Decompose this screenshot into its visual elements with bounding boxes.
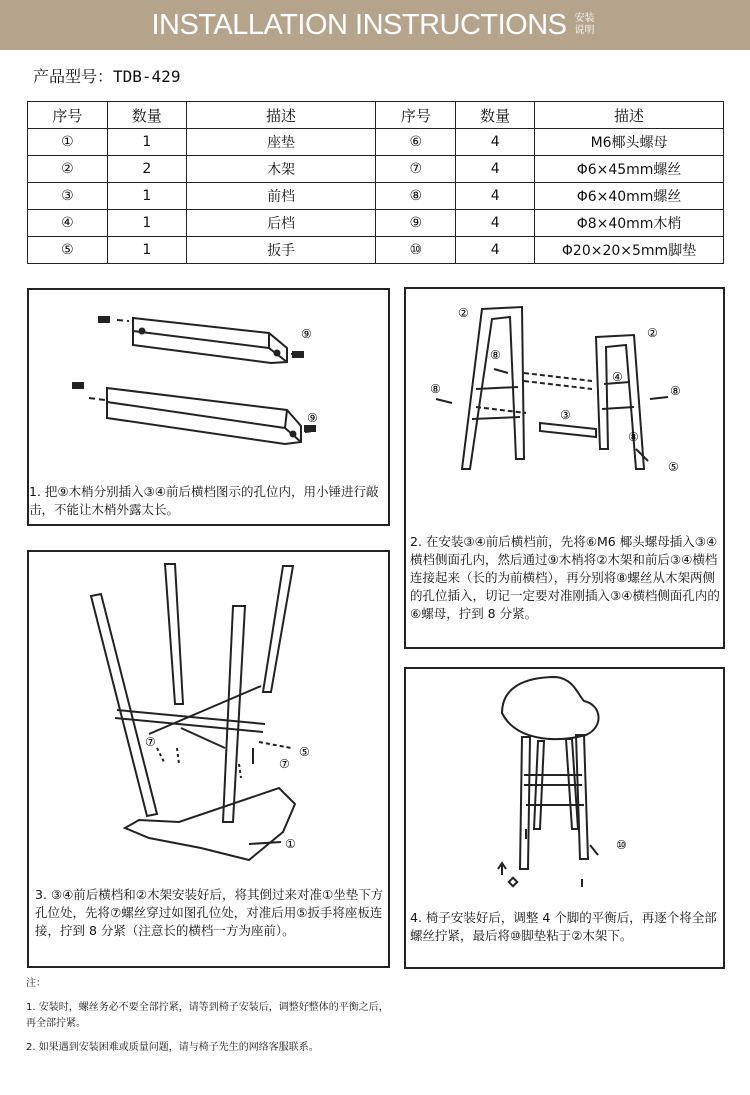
table-cell: Φ20×20×5mm脚垫 bbox=[535, 237, 724, 264]
step2-caption: 2. 在安装③④前后横档前，先将⑥M6 椰头螺母插入③④横档侧面孔内，然后通过⑨木梢将②木架和前后③④横档连接起来（长的为前横档），再分别将⑧螺丝从木架两侧的孔位插入，切记一定要对准刚插入③④横档侧面孔内的⑥螺母，拧到 8 分紧。 bbox=[410, 534, 720, 621]
table-cell: 1 bbox=[107, 129, 186, 156]
step3-panel bbox=[27, 550, 390, 968]
finished-chair-illustration bbox=[406, 669, 724, 901]
table-cell: Φ6×45mm螺丝 bbox=[535, 156, 724, 183]
table-cell: 后档 bbox=[186, 210, 376, 237]
table-cell: ⑤ bbox=[28, 237, 108, 264]
label-5: ⑤ bbox=[668, 460, 679, 474]
label-9: ⑨ bbox=[307, 411, 318, 425]
table-cell: ⑩ bbox=[376, 237, 456, 264]
label-8: ⑧ bbox=[430, 382, 441, 396]
label-2: ② bbox=[458, 306, 469, 320]
header-cell: 数量 bbox=[456, 102, 535, 129]
table-cell: 木架 bbox=[186, 156, 376, 183]
table-row bbox=[28, 129, 724, 156]
table-cell: 座垫 bbox=[186, 129, 376, 156]
step2-panel bbox=[404, 287, 725, 649]
table-cell: 4 bbox=[456, 129, 535, 156]
table-cell: ⑨ bbox=[376, 210, 456, 237]
table-header-row bbox=[28, 102, 724, 129]
label-9: ⑨ bbox=[301, 327, 312, 341]
table-cell: 4 bbox=[456, 156, 535, 183]
step3-caption: 3. ③④前后横档和②木架安装好后，将其倒过来对准①坐垫下方孔位处，先将⑦螺丝穿过如图孔位处，对准后用⑤扳手将座板连接，拧到 8 分紧（注意长的横档一方为座前）。 bbox=[35, 887, 384, 938]
product-model bbox=[33, 64, 180, 87]
table-cell: ④ bbox=[28, 210, 108, 237]
step1-panel bbox=[27, 288, 390, 526]
seat-attach-illustration bbox=[29, 552, 389, 882]
table-cell: 扳手 bbox=[186, 237, 376, 264]
table-row bbox=[28, 183, 724, 210]
label-8: ⑧ bbox=[628, 430, 639, 444]
banner-subtitle: 安装说明 bbox=[574, 13, 595, 36]
model-code: TDB-429 bbox=[113, 67, 181, 86]
table-cell: M6椰头螺母 bbox=[535, 129, 724, 156]
note-item: 1. 安装时，螺丝务必不要全部拧紧，请等到椅子安装后，调整好整体的平衡之后，再全部拧紧。 bbox=[26, 1002, 389, 1029]
table-cell: Φ6×40mm螺丝 bbox=[535, 183, 724, 210]
table-cell: Φ8×40mm木梢 bbox=[535, 210, 724, 237]
banner-title: INSTALLATION INSTRUCTIONS bbox=[151, 8, 567, 41]
step1-caption: 1. 把⑨木梢分别插入③④前后横档图示的孔位内，用小锤进行敲击，不能让木梢外露太长。 bbox=[29, 484, 379, 517]
parts-table bbox=[27, 101, 724, 264]
table-cell: 1 bbox=[107, 210, 186, 237]
step4-panel bbox=[404, 667, 725, 969]
table-cell: ⑥ bbox=[376, 129, 456, 156]
table-row bbox=[28, 156, 724, 183]
header-cell: 描述 bbox=[186, 102, 376, 129]
note-item: 2. 如果遇到安装困难或质量问题，请与椅子先生的网络客服联系。 bbox=[26, 1042, 319, 1053]
table-cell: 1 bbox=[107, 183, 186, 210]
table-row bbox=[28, 210, 724, 237]
table-cell: 1 bbox=[107, 237, 186, 264]
label-10: ⑩ bbox=[616, 838, 627, 852]
header-banner bbox=[0, 0, 750, 50]
table-cell: 4 bbox=[456, 210, 535, 237]
notes-section bbox=[26, 976, 396, 1064]
table-cell: ① bbox=[28, 129, 108, 156]
step4-caption: 4. 椅子安装好后，调整 4 个脚的平衡后，再逐个将全部螺丝拧紧，最后将⑩脚垫粘于②木架下。 bbox=[410, 910, 717, 943]
label-2: ② bbox=[647, 326, 658, 340]
label-7: ⑦ bbox=[279, 757, 290, 771]
header-cell: 序号 bbox=[28, 102, 108, 129]
header-cell: 序号 bbox=[376, 102, 456, 129]
label-7: ⑦ bbox=[145, 735, 156, 749]
header-cell: 数量 bbox=[107, 102, 186, 129]
model-label: 产品型号： bbox=[33, 67, 114, 86]
table-cell: ⑦ bbox=[376, 156, 456, 183]
table-cell: 4 bbox=[456, 183, 535, 210]
notes-title: 注： bbox=[26, 978, 46, 989]
frame-assembly-illustration bbox=[406, 289, 724, 529]
table-cell: 2 bbox=[107, 156, 186, 183]
table-cell: ③ bbox=[28, 183, 108, 210]
table-row bbox=[28, 237, 724, 264]
table-cell: ② bbox=[28, 156, 108, 183]
label-5: ⑤ bbox=[299, 745, 310, 759]
header-cell: 描述 bbox=[535, 102, 724, 129]
table-cell: 前档 bbox=[186, 183, 376, 210]
label-4: ④ bbox=[612, 370, 623, 384]
table-cell: ⑧ bbox=[376, 183, 456, 210]
label-8: ⑧ bbox=[490, 348, 501, 362]
label-8: ⑧ bbox=[670, 384, 681, 398]
label-1: ① bbox=[285, 837, 296, 851]
table-cell: 4 bbox=[456, 237, 535, 264]
label-3: ③ bbox=[560, 408, 571, 422]
